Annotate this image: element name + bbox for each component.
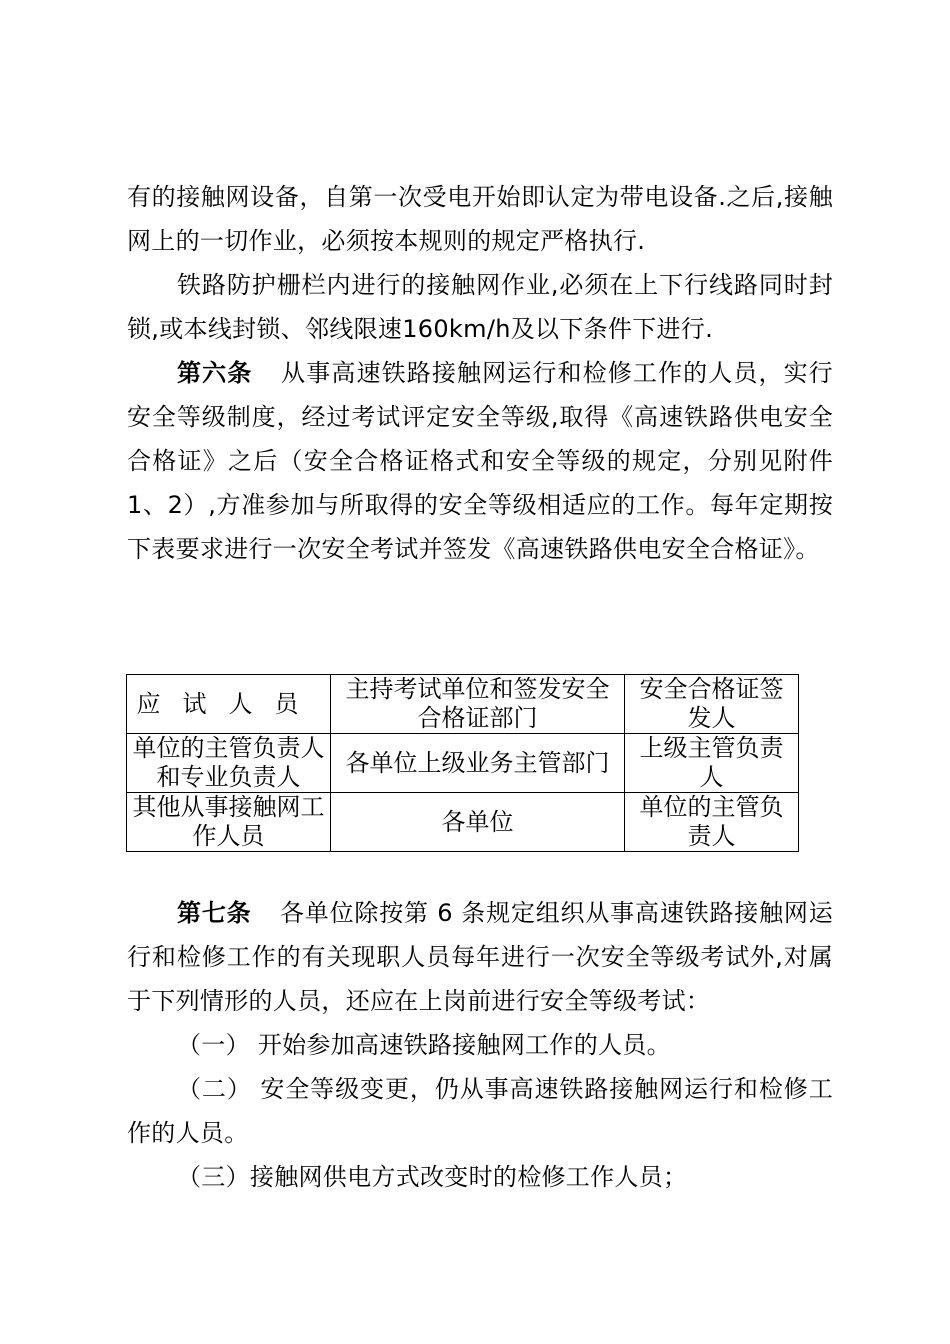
- table-header-cell: 主持考试单位和签发安全合格证部门: [331, 675, 625, 734]
- article-7-body: 各单位除按第 6 条规定组织从事高速铁路接触网运行和检修工作的有关现职人员每年进行一次安全等级考试外,对属于下列情形的人员，还应在上岗前进行安全等级考试：: [127, 899, 833, 1015]
- table-row: [127, 734, 799, 793]
- article-7-title: 第七条: [177, 899, 252, 927]
- table-cell: 上级主管负责人: [625, 734, 799, 793]
- table-header-cell: 安全合格证签发人: [625, 675, 799, 734]
- table-cell: 单位的主管负责人: [625, 793, 799, 852]
- table-row: [127, 793, 799, 852]
- list-item-3: （三）接触网供电方式改变时的检修工作人员；: [177, 1163, 688, 1191]
- article-6-title: 第六条: [177, 359, 253, 387]
- table-cell: 单位的主管负责人和专业负责人: [127, 734, 331, 793]
- table-header-cell: 应试人员: [127, 675, 331, 734]
- table-cell: 各单位: [331, 793, 625, 852]
- paragraph-protection-fence: 铁路防护栅栏内进行的接触网作业,必须在上下行线路同时封锁,或本线封锁、邻线限速160km/h及以下条件下进行.: [127, 271, 833, 343]
- table-cell: 各单位上级业务主管部门: [331, 734, 625, 793]
- table-header-row: [127, 675, 799, 734]
- article-6-body: 从事高速铁路接触网运行和检修工作的人员，实行安全等级制度，经过考试评定安全等级,取得《高速铁路供电安全合格证》之后（安全合格证格式和安全等级的规定，分别见附件 1、2）,方准参加与所取得的安全等级相适应的工作。每年定期按下表要求进行一次安全考试并签发《高速铁路供电安全合格证》。: [127, 359, 833, 563]
- table-cell: 其他从事接触网工作人员: [127, 793, 331, 852]
- paragraph-continuation: 有的接触网设备，自第一次受电开始即认定为带电设备.之后,接触网上的一切作业，必须按本规则的规定严格执行.: [127, 183, 833, 255]
- exam-table: [126, 674, 799, 852]
- list-item-2: （二） 安全等级变更，仍从事高速铁路接触网运行和检修工作的人员。: [127, 1075, 833, 1147]
- article-6: [127, 351, 833, 571]
- article-7: [127, 891, 833, 1023]
- list-item-1: （一） 开始参加高速铁路接触网工作的人员。: [177, 1031, 671, 1059]
